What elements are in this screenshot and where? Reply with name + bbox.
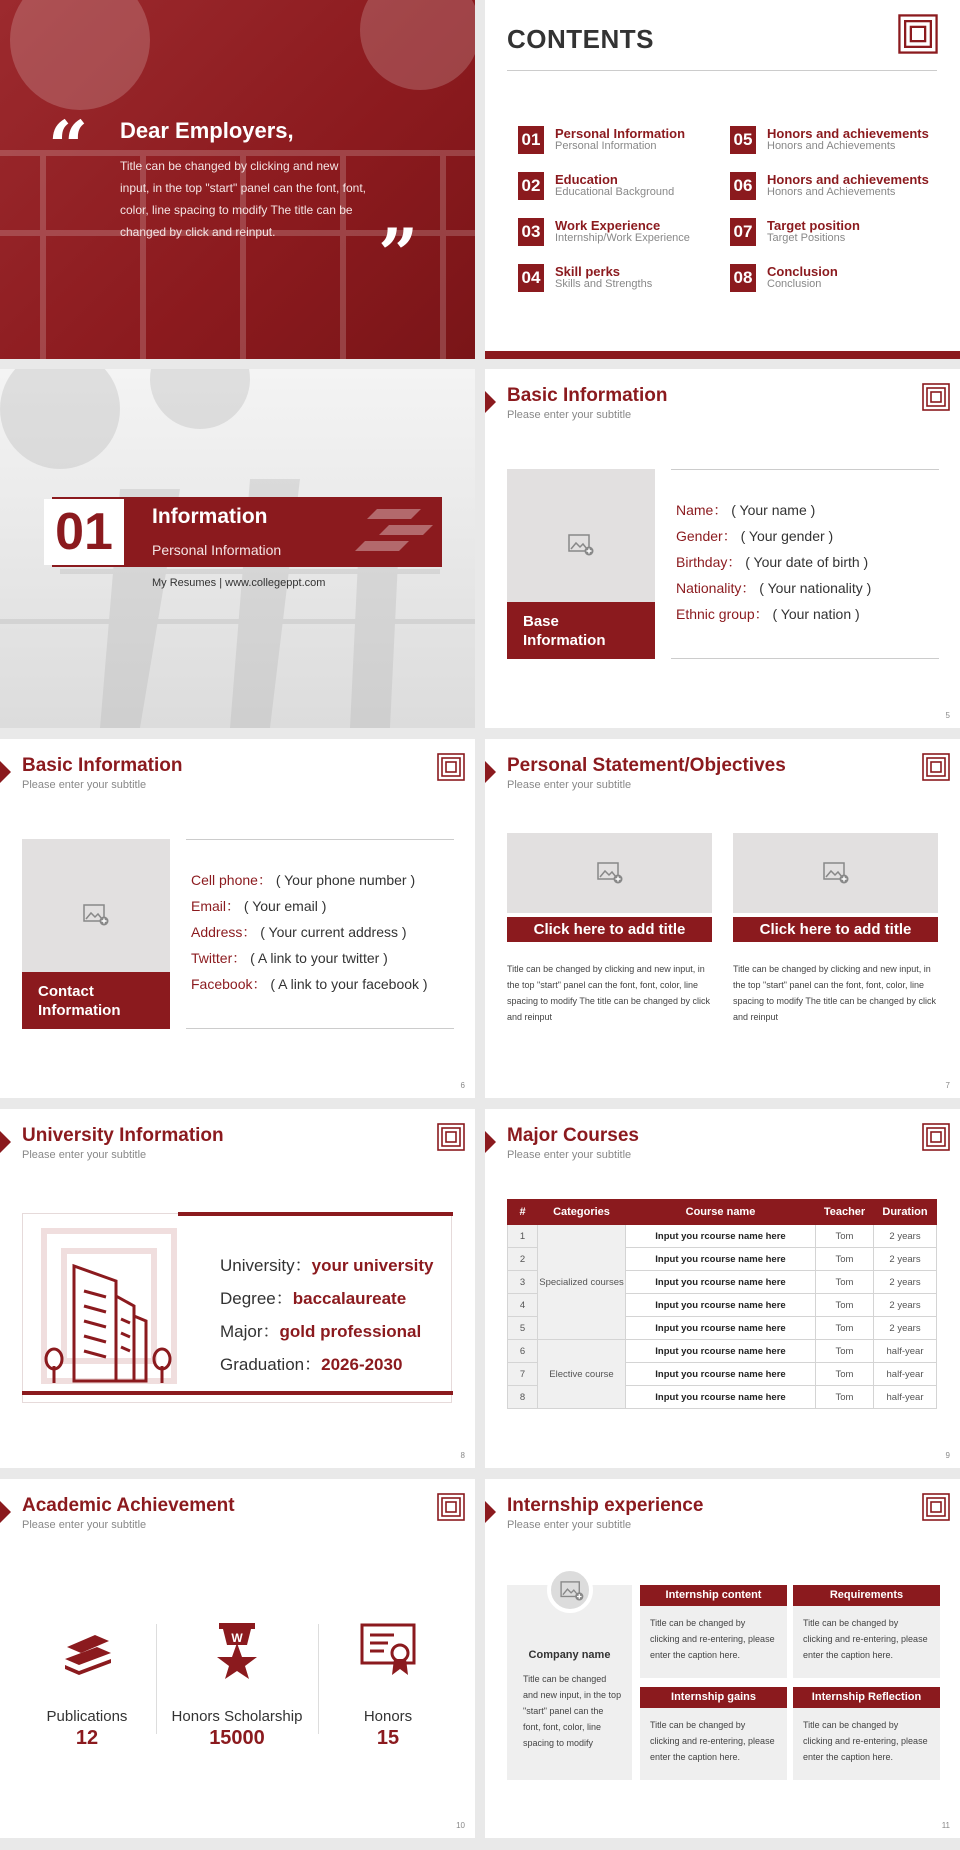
image-add-icon (823, 862, 849, 884)
item-subtitle: Personal Information (555, 140, 657, 152)
course-name: Input you rcourse name here (626, 1363, 816, 1386)
box-header: Internship gains (640, 1687, 787, 1708)
item-number: 06 (730, 172, 756, 200)
info-list (671, 469, 939, 659)
slide-section-information (0, 369, 475, 728)
achievement-value: 15 (376, 1727, 400, 1749)
emblem-logo-icon (922, 753, 950, 781)
teacher: Tom (816, 1317, 874, 1340)
achievement-scholarship (167, 1619, 307, 1750)
internship-content-box (640, 1585, 787, 1678)
requirements-box (793, 1585, 940, 1678)
duration: 2 years (874, 1317, 937, 1340)
contents-item[interactable] (518, 216, 728, 250)
box-body: Title can be changed by clicking and re-entering, please enter the caption here. (803, 1618, 928, 1660)
info-key: Facebook： (191, 976, 267, 992)
item-title: Conclusion (767, 264, 838, 279)
info-key: Twitter： (191, 950, 247, 966)
achievement-value: 15000 (209, 1727, 265, 1749)
info-key: Cell phone： (191, 872, 272, 888)
table-row (508, 1340, 937, 1363)
contents-item[interactable] (730, 262, 940, 296)
course-name: Input you rcourse name here (626, 1317, 816, 1340)
duration: 2 years (874, 1248, 937, 1271)
row-index: 4 (508, 1294, 538, 1317)
column-header: Teacher (816, 1200, 874, 1225)
column-header: Categories (538, 1200, 626, 1225)
info-value: ( Your email ) (243, 898, 327, 914)
info-value: ( Your nationality ) (759, 580, 872, 596)
slide-title: Personal Statement/Objectives (507, 755, 786, 776)
row-index: 1 (508, 1225, 538, 1248)
page-number: 6 (460, 1081, 465, 1090)
card-top-bar (178, 1212, 453, 1216)
achievement-label: Honors Scholarship (171, 1708, 303, 1725)
row-value: baccalaureate (292, 1289, 407, 1308)
row-index: 8 (508, 1386, 538, 1409)
teacher: Tom (816, 1294, 874, 1317)
title-arrow-icon (485, 1501, 496, 1523)
slide-title: Academic Achievement (22, 1495, 235, 1516)
title-arrow-icon (0, 761, 11, 783)
item-subtitle: Conclusion (767, 278, 822, 290)
table-row (508, 1225, 937, 1248)
info-value: ( A link to your facebook ) (270, 976, 428, 992)
slide-title: Basic Information (507, 385, 668, 406)
row-key: Degree： (220, 1289, 293, 1308)
item-subtitle: Target Positions (767, 232, 846, 244)
emblem-logo-icon (898, 14, 938, 54)
slide-academic-achievement (0, 1479, 475, 1838)
box-body: Title can be changed by clicking and re-entering, please enter the caption here. (650, 1618, 775, 1660)
duration: 2 years (874, 1271, 937, 1294)
info-row (191, 974, 428, 994)
card-text: Title can be changed by clicking and new input, in the top "start" panel can the font, font, color, line spacing to modify The title can be changed by click and reinput (733, 964, 936, 1022)
box-header: Internship Reflection (793, 1687, 940, 1708)
box-header: Internship content (640, 1585, 787, 1606)
books-icon (57, 1619, 117, 1679)
info-key: Address： (191, 924, 257, 940)
box-header: Requirements (793, 1585, 940, 1606)
slide-basic-information (485, 369, 960, 728)
image-add-icon (597, 862, 623, 884)
emblem-logo-icon (922, 383, 950, 411)
svg-text:W: W (231, 1631, 243, 1645)
section-number: 01 (44, 499, 124, 565)
item-title: Honors and achievements (767, 172, 929, 187)
graduation-row (220, 1350, 402, 1375)
section-title: Information (152, 505, 268, 528)
info-key: Name： (676, 502, 728, 518)
info-row (191, 870, 415, 890)
item-subtitle: Educational Background (555, 186, 675, 198)
medal-icon (207, 1619, 267, 1679)
category-cell: Elective course (538, 1340, 626, 1409)
item-title: Target position (767, 218, 860, 233)
row-index: 3 (508, 1271, 538, 1294)
info-key: Birthday： (676, 554, 742, 570)
photo-caption: Base Information (507, 602, 655, 659)
row-value: 2026-2030 (321, 1355, 403, 1374)
open-quote-icon: “ (48, 105, 89, 188)
slide-subtitle: Please enter your subtitle (507, 1149, 632, 1161)
info-row (191, 922, 407, 942)
slide-basic-information-contact (0, 739, 475, 1098)
internship-gains-box (640, 1687, 787, 1780)
box-body: Title can be changed by clicking and re-entering, please enter the caption here. (650, 1720, 775, 1762)
item-subtitle: Internship/Work Experience (555, 232, 690, 244)
achievement-label: Publications (46, 1708, 128, 1725)
duration: 2 years (874, 1225, 937, 1248)
image-placeholder[interactable] (733, 833, 938, 913)
card-bottom-bar (22, 1391, 453, 1395)
column-header: # (508, 1200, 538, 1225)
section-subtitle: Personal Information (152, 542, 282, 558)
column-header: Duration (874, 1200, 937, 1225)
row-key: Graduation： (220, 1355, 322, 1374)
course-name: Input you rcourse name here (626, 1386, 816, 1409)
internship-reflection-box (793, 1687, 940, 1780)
info-value: ( Your name ) (731, 502, 816, 518)
info-value: ( Your gender ) (740, 528, 834, 544)
teacher: Tom (816, 1248, 874, 1271)
slide-personal-statement (485, 739, 960, 1098)
info-key: Nationality： (676, 580, 756, 596)
slide-major-courses (485, 1109, 960, 1468)
course-name: Input you rcourse name here (626, 1225, 816, 1248)
company-description: Title can be changed and new input, in the top "start" panel can the font, font, color, line spacing to modify (523, 1674, 622, 1748)
slide-subtitle: Please enter your subtitle (507, 409, 632, 421)
course-name: Input you rcourse name here (626, 1340, 816, 1363)
company-card (507, 1585, 632, 1780)
info-row (676, 552, 868, 572)
column-header: Course name (626, 1200, 816, 1225)
page-number: 8 (460, 1451, 465, 1460)
image-add-icon (560, 1581, 584, 1601)
contents-title: CONTENTS (507, 24, 654, 54)
contents-item[interactable] (518, 124, 728, 158)
info-value: ( Your date of birth ) (745, 554, 869, 570)
info-row (676, 604, 860, 624)
degree-row (220, 1284, 406, 1309)
emblem-logo-icon (437, 1493, 465, 1521)
page-number: 11 (941, 1821, 950, 1830)
slide-subtitle: Please enter your subtitle (22, 1519, 147, 1531)
item-subtitle: Honors and Achievements (767, 140, 896, 152)
row-key: Major： (220, 1322, 280, 1341)
close-quote-icon: ” (378, 213, 419, 296)
slide-university-information (0, 1109, 475, 1468)
course-name: Input you rcourse name here (626, 1248, 816, 1271)
row-index: 5 (508, 1317, 538, 1340)
item-title: Personal Information (555, 126, 686, 141)
major-row (220, 1317, 421, 1342)
info-value: ( Your phone number ) (275, 872, 416, 888)
item-number: 02 (518, 172, 544, 200)
slide-subtitle: Please enter your subtitle (22, 1149, 147, 1161)
title-arrow-icon (0, 1501, 11, 1523)
item-title: Education (555, 172, 618, 187)
item-title: Honors and achievements (767, 126, 929, 141)
row-index: 6 (508, 1340, 538, 1363)
item-title: Skill perks (555, 264, 621, 279)
slide-body-text: Title can be changed by clicking and new input, in the top "start" panel can the font, font, color, line spacing to modify The title can be changed by click and reinput. (120, 159, 367, 239)
slide-contents (485, 0, 960, 359)
teacher: Tom (816, 1340, 874, 1363)
row-index: 7 (508, 1363, 538, 1386)
page-number: 5 (945, 711, 950, 720)
item-number: 08 (730, 264, 756, 292)
info-key: Gender： (676, 528, 737, 544)
teacher: Tom (816, 1386, 874, 1409)
table-header-row (508, 1200, 937, 1225)
photo-placeholder[interactable] (22, 839, 170, 1029)
teacher: Tom (816, 1225, 874, 1248)
slide-title: Internship experience (507, 1495, 704, 1516)
info-key: Ethnic group： (676, 606, 769, 622)
achievement-honors (318, 1619, 458, 1750)
contents-item[interactable] (730, 170, 940, 204)
emblem-logo-icon (922, 1493, 950, 1521)
item-number: 03 (518, 218, 544, 246)
footer-bar (485, 351, 960, 359)
item-number: 05 (730, 126, 756, 154)
slide-title: Basic Information (22, 755, 183, 776)
course-name: Input you rcourse name here (626, 1271, 816, 1294)
add-title-button[interactable]: Click here to add title (733, 917, 938, 942)
row-index: 2 (508, 1248, 538, 1271)
row-key: University： (220, 1256, 312, 1275)
achievement-value: 12 (75, 1727, 99, 1749)
course-name: Input you rcourse name here (626, 1294, 816, 1317)
info-row (676, 526, 833, 546)
info-row (676, 500, 815, 520)
page-number: 9 (945, 1451, 950, 1460)
info-value: ( A link to your twitter ) (250, 950, 388, 966)
university-row (220, 1251, 434, 1276)
company-name: Company name (528, 1649, 611, 1661)
image-add-icon (83, 904, 109, 926)
photo-caption: Contact Information (22, 972, 170, 1029)
slide-dear-employers (0, 0, 475, 359)
item-subtitle: Honors and Achievements (767, 186, 896, 198)
item-number: 07 (730, 218, 756, 246)
university-building-icon (34, 1221, 184, 1391)
slide-title: Major Courses (507, 1125, 639, 1146)
page-number: 7 (945, 1081, 950, 1090)
divider (507, 70, 937, 71)
section-footer: My Resumes | www.collegeppt.com (152, 577, 326, 589)
box-body: Title can be changed by clicking and re-entering, please enter the caption here. (803, 1720, 928, 1762)
teacher: Tom (816, 1271, 874, 1294)
item-title: Work Experience (555, 218, 661, 233)
info-value: ( Your current address ) (260, 924, 407, 940)
contents-item[interactable] (730, 216, 940, 250)
contents-item[interactable] (518, 262, 728, 296)
info-list (186, 839, 454, 1029)
item-number: 01 (518, 126, 544, 154)
teacher: Tom (816, 1363, 874, 1386)
add-title-button[interactable]: Click here to add title (507, 917, 712, 942)
slide-subtitle: Please enter your subtitle (507, 779, 632, 791)
category-cell: Specialized courses (538, 1225, 626, 1340)
title-arrow-icon (485, 761, 496, 783)
emblem-logo-icon (437, 1123, 465, 1151)
duration: half-year (874, 1363, 937, 1386)
info-row (191, 948, 388, 968)
title-arrow-icon (0, 1131, 11, 1153)
slide-subtitle: Please enter your subtitle (507, 1519, 632, 1531)
achievement-label: Honors (363, 1708, 413, 1725)
achievement-publications (17, 1619, 157, 1750)
emblem-logo-icon (922, 1123, 950, 1151)
duration: 2 years (874, 1294, 937, 1317)
slide-subtitle: Please enter your subtitle (22, 779, 147, 791)
slide-internship-experience (485, 1479, 960, 1838)
row-value: your university (311, 1256, 434, 1275)
slide-title: University Information (22, 1125, 224, 1146)
page-number: 10 (456, 1821, 465, 1830)
item-number: 04 (518, 264, 544, 292)
row-value: gold professional (279, 1322, 422, 1341)
duration: half-year (874, 1386, 937, 1409)
title-arrow-icon (485, 1131, 496, 1153)
emblem-logo-icon (437, 753, 465, 781)
certificate-icon (358, 1619, 418, 1679)
contents-item[interactable] (518, 170, 728, 204)
image-placeholder[interactable] (507, 833, 712, 913)
info-row (676, 578, 871, 598)
contents-item[interactable] (730, 124, 940, 158)
image-add-icon (568, 534, 594, 556)
info-key: Email： (191, 898, 241, 914)
title-arrow-icon (485, 391, 496, 413)
item-subtitle: Skills and Strengths (555, 278, 653, 290)
photo-placeholder[interactable] (507, 469, 655, 659)
card-text: Title can be changed by clicking and new input, in the top "start" panel can the font, font, color, line spacing to modify The title can be changed by click and reinput (507, 964, 710, 1022)
info-value: ( Your nation ) (772, 606, 860, 622)
company-logo-placeholder[interactable] (547, 1567, 593, 1613)
slide-heading: Dear Employers, (120, 118, 294, 143)
courses-table (507, 1199, 937, 1409)
info-row (191, 896, 326, 916)
duration: half-year (874, 1340, 937, 1363)
divider (156, 1624, 157, 1734)
